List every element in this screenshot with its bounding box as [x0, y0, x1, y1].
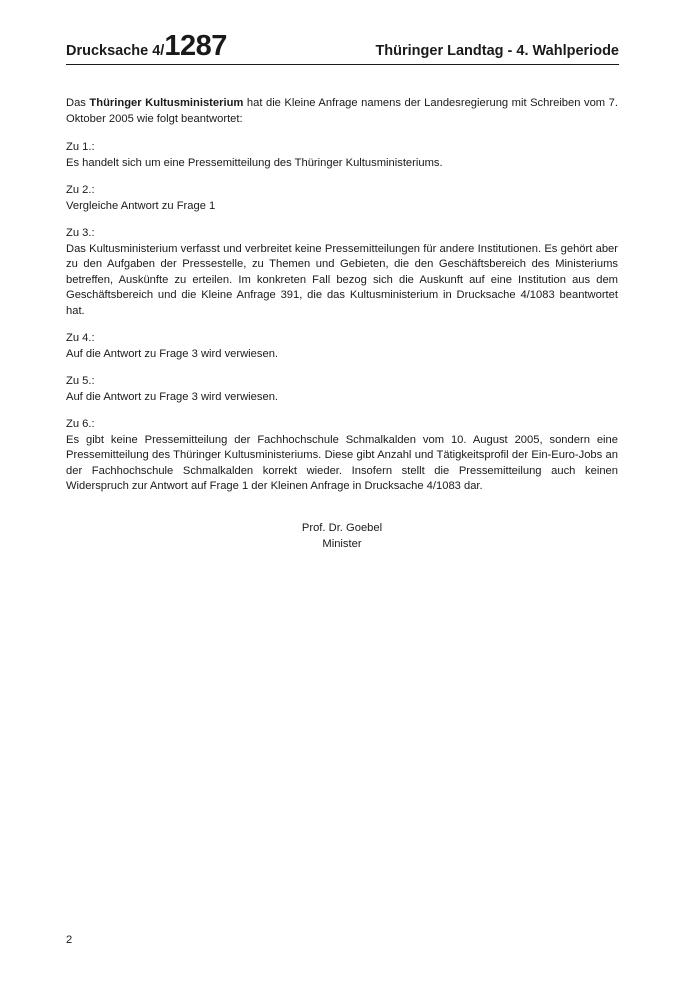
answer-label: Zu 3.:: [66, 227, 95, 239]
answer-2: [66, 183, 618, 214]
answer-text: Das Kultusministerium verfasst und verbreitet keine Pressemitteilungen für andere Institutionen. Es gehört aber zu den Aufgaben der Pressestelle, zu Themen und Gebieten, die den Geschäftsbereich des Ministeriums betreffen, Auskünfte zu erteilen. Im konkreten Fall bezog sich die Auskunft auf eine Institution aus dem Geschäftsbereich und die Kleine Anfrage 391, die das Kultusministerium in Drucksache 4/1083 beantwortet hat.: [66, 242, 618, 317]
answer-4: [66, 331, 618, 362]
drucksache-reference: [66, 30, 227, 62]
drucksache-number: 1287: [164, 30, 227, 62]
parliament-title: Thüringer Landtag - 4. Wahlperiode: [375, 43, 619, 59]
signatory-title: Minister: [322, 537, 362, 550]
intro-rest: hat die Kleine Anfrage namens der Landesregierung mit Schreiben vom 7. Oktober 2005 wie folgt beantwortet:: [66, 97, 618, 125]
answer-text: Vergleiche Antwort zu Frage 1: [66, 199, 216, 212]
answer-label: Zu 2.:: [66, 184, 95, 196]
intro-lead: Das: [66, 97, 90, 109]
answer-5: [66, 374, 618, 405]
answer-3: [66, 226, 618, 319]
answer-text: Auf die Antwort zu Frage 3 wird verwiesen.: [66, 347, 279, 360]
answer-1: [66, 140, 618, 171]
intro-paragraph: [66, 96, 618, 127]
page-number: 2: [66, 934, 73, 946]
document-body: [66, 96, 618, 507]
drucksache-prefix: Drucksache 4/: [66, 43, 165, 59]
answer-text: Es gibt keine Pressemitteilung der Fachhochschule Schmalkalden vom 10. August 2005, sondern eine Pressemitteilung des Thüringer Kultusministeriums. Diese gibt Anzahl und Tätigkeitsprofil der Ein-Euro-Jobs an der Fachhochschule Schmalkalden korrekt wieder. Insofern stellt die Pressemitteilung auch keinen Widerspruch zur Antwort auf Frage 1 der Kleinen Anfrage in Drucksache 4/1083 dar.: [66, 433, 618, 492]
answer-label: Zu 1.:: [66, 141, 95, 153]
document-header: [66, 32, 619, 65]
answer-6: [66, 417, 618, 495]
signature-block: [66, 521, 618, 552]
answer-label: Zu 4.:: [66, 332, 95, 344]
answer-text: Auf die Antwort zu Frage 3 wird verwiesen.: [66, 390, 279, 403]
signatory-name: Prof. Dr. Goebel: [301, 522, 383, 534]
answer-label: Zu 5.:: [66, 375, 95, 387]
ministry-name: Thüringer Kultusministerium: [89, 97, 244, 109]
answer-text: Es handelt sich um eine Pressemitteilung des Thüringer Kultusministeriums.: [66, 156, 443, 169]
answer-label: Zu 6.:: [66, 418, 95, 430]
